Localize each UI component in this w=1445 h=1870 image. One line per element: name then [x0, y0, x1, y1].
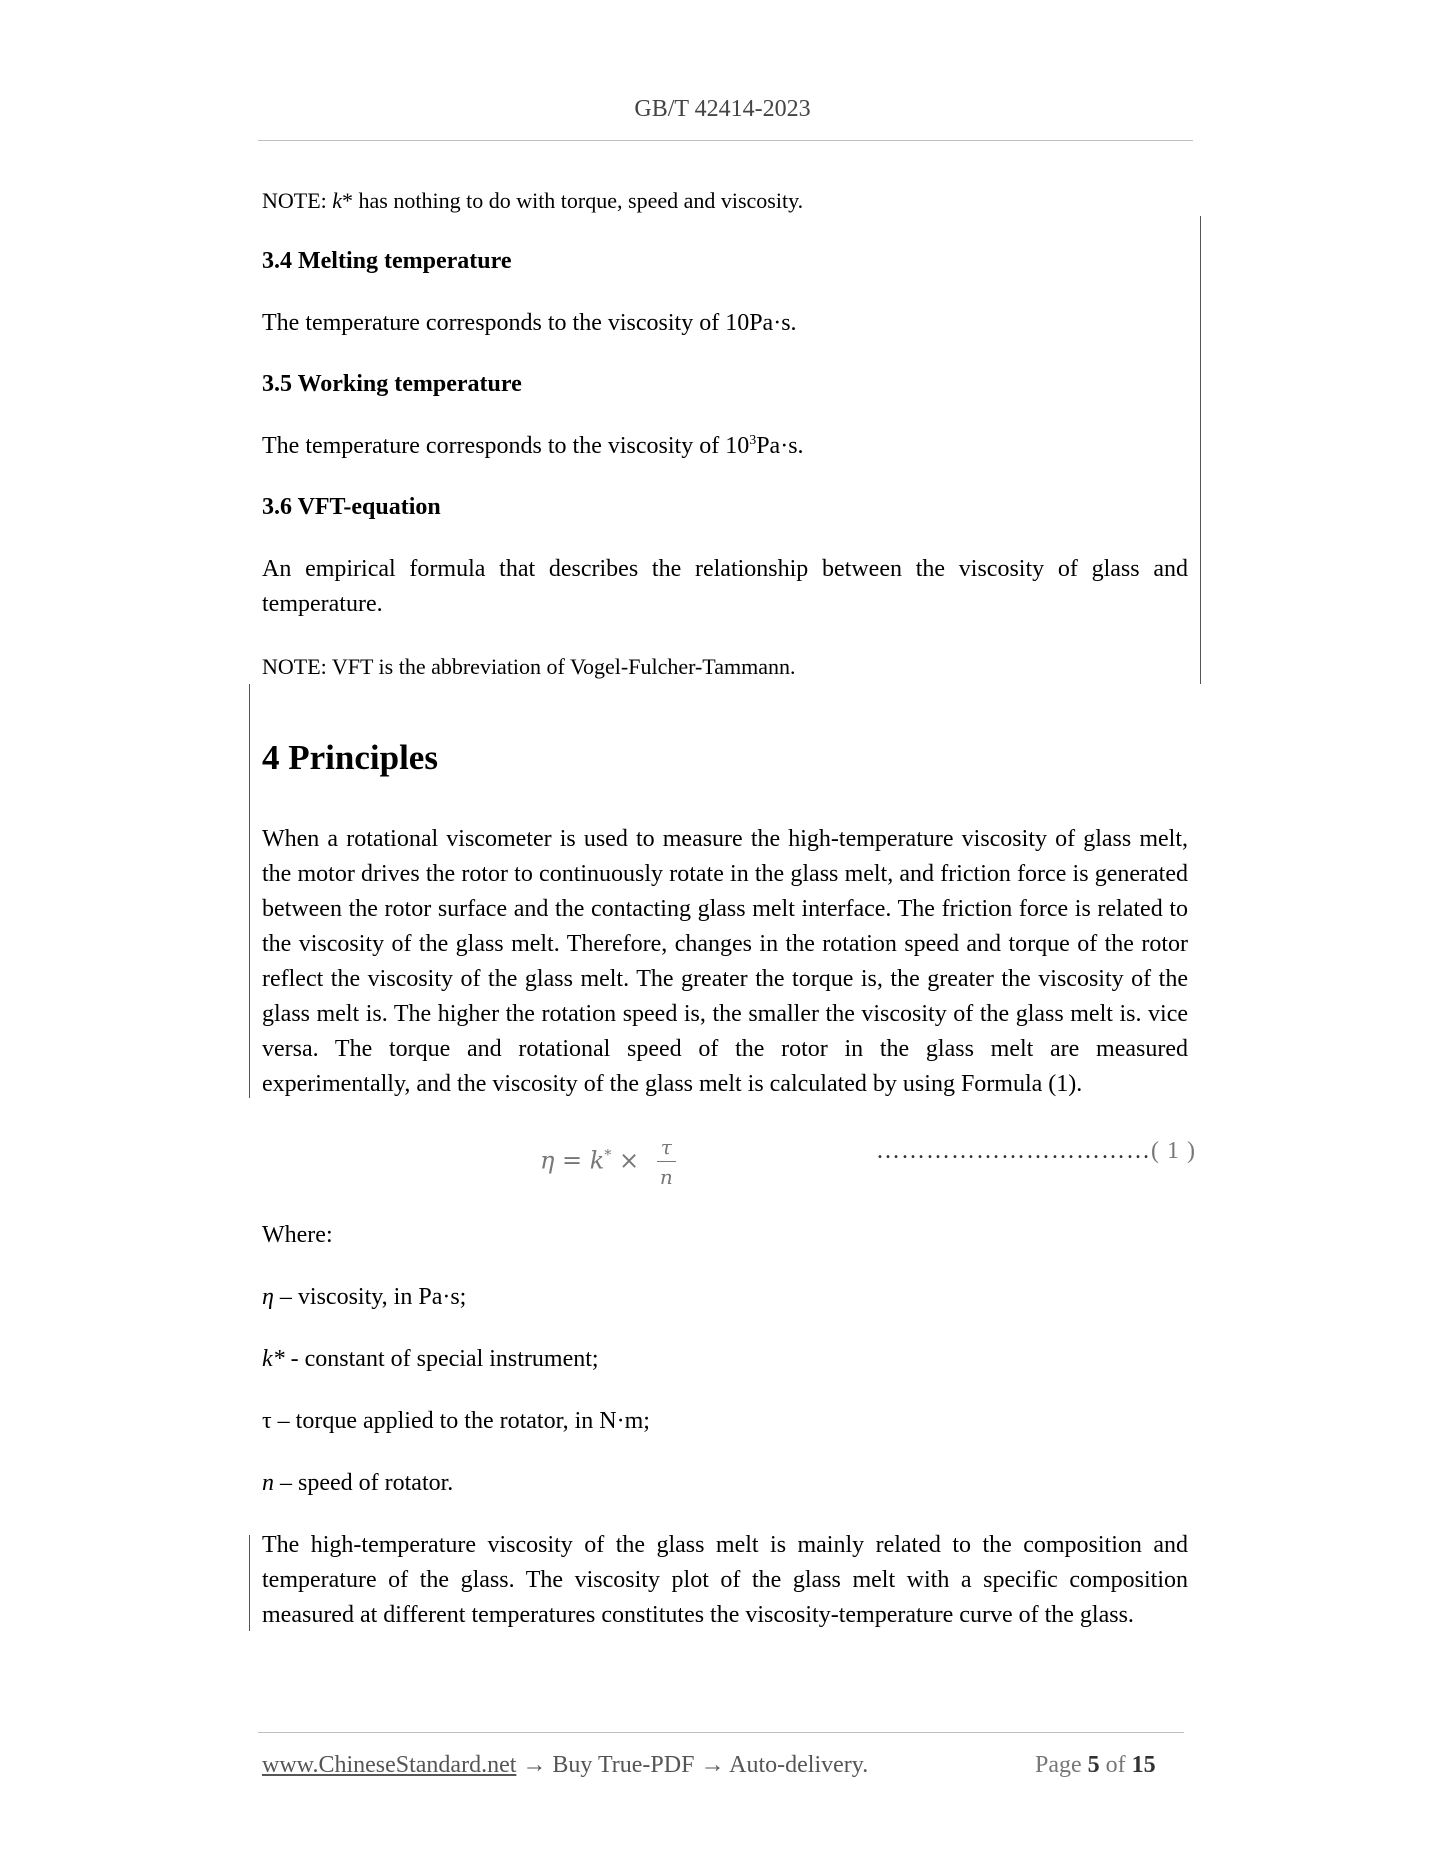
current-page: 5: [1087, 1752, 1100, 1778]
heading-3-5: 3.5 Working temperature: [262, 371, 522, 397]
change-bar-left-final: [249, 1535, 250, 1631]
formula-denominator: n: [659, 1165, 673, 1189]
note-k-text: * has nothing to do with torque, speed and viscosity.: [342, 188, 804, 213]
arrow-icon: →: [694, 1752, 730, 1778]
definition-tau: [262, 1408, 650, 1435]
note-k-constant: [262, 188, 803, 214]
buy-true-pdf-text: Buy True-PDF: [552, 1752, 695, 1778]
heading-3-4: 3.4 Melting temperature: [262, 248, 512, 274]
symbol-n: n: [262, 1470, 274, 1496]
page-label: Page: [1035, 1752, 1088, 1778]
viscosity-curve-paragraph: The high-temperature viscosity of the glass melt is mainly related to the composition and temperature of the glass. The viscosity plot of the glass melt with a specific composition measured at different temperatures constitutes the viscosity-temperature curve of the glass.: [262, 1532, 1188, 1628]
heading-4-principles: 4 Principles: [262, 738, 438, 777]
formula-k: k: [589, 1146, 605, 1175]
footer-promo: [262, 1752, 868, 1779]
definition-n: [262, 1470, 453, 1497]
definition-tau-text: – torque applied to the rotator, in N·m;: [271, 1408, 650, 1434]
note-k-symbol: k: [332, 188, 343, 213]
definition-3-5: [262, 433, 804, 460]
definition-3-6: An empirical formula that describes the relationship between the viscosity of glass and temperature.: [262, 556, 1188, 617]
total-pages: 15: [1131, 1752, 1156, 1778]
definition-n-text: – speed of rotator.: [274, 1470, 454, 1496]
symbol-k: k*: [262, 1346, 285, 1372]
formula-number: [876, 1138, 1196, 1165]
principles-paragraph: When a rotational viscometer is used to measure the high-temperature viscosity of glass melt, the motor drives the rotor to continuously rotate in the glass melt, and friction force is generated between the rotor surface and the contacting glass melt interface. The friction force is related to the viscosity of the glass melt. Therefore, changes in the rotation speed and torque of the rotor reflect the viscosity of the glass melt. The greater the torque is, the greater the viscosity of the glass melt is. The higher the rotation speed is, the smaller the viscosity of the glass melt is. vice versa. The torque and rotational speed of the rotor in the glass melt are measured experimentally, and the viscosity of the glass melt is calculated by using Formula (1).: [262, 826, 1188, 1097]
change-bar-left-principles: [249, 684, 250, 1098]
formula-leader-dots: ……………………………: [876, 1138, 1151, 1164]
definition-3-5-unit: Pa·s.: [756, 433, 804, 459]
formula-1: [540, 1135, 676, 1189]
formula-numerator: τ: [657, 1135, 676, 1162]
definition-eta: [262, 1284, 466, 1311]
note-prefix: NOTE:: [262, 188, 333, 213]
symbol-tau: τ: [262, 1408, 272, 1434]
page-indicator: [1035, 1752, 1156, 1779]
definition-eta-text: – viscosity, in Pa·s;: [273, 1284, 467, 1310]
definition-k-text: - constant of special instrument;: [284, 1346, 599, 1372]
formula-fraction: [657, 1135, 676, 1189]
formula-eta: η: [540, 1146, 555, 1175]
document-id-header: GB/T 42414-2023: [634, 96, 811, 122]
formula-times: ×: [618, 1146, 640, 1175]
definition-3-5-text: The temperature corresponds to the viscosity of 10: [262, 433, 750, 459]
definition-3-4: The temperature corresponds to the viscosity of 10Pa·s.: [262, 310, 797, 336]
footer-divider: [258, 1732, 1184, 1733]
auto-delivery-text: Auto-delivery.: [729, 1752, 869, 1778]
formula-equals: =: [562, 1146, 583, 1175]
header-divider: [258, 140, 1193, 141]
formula-number-label: ( 1 ): [1151, 1138, 1196, 1164]
heading-3-6: 3.6 VFT-equation: [262, 494, 441, 520]
definition-k: [262, 1346, 599, 1373]
of-label: of: [1099, 1752, 1132, 1778]
site-link[interactable]: www.ChineseStandard.net: [262, 1752, 517, 1778]
formula-star: *: [604, 1147, 612, 1164]
note-vft: NOTE: VFT is the abbreviation of Vogel-Fulcher-Tammann.: [262, 654, 796, 679]
symbol-eta: η: [262, 1284, 274, 1310]
where-label: Where:: [262, 1222, 333, 1248]
arrow-icon: →: [516, 1752, 553, 1778]
exponent: 3: [749, 433, 757, 448]
change-bar-right: [1200, 216, 1201, 684]
